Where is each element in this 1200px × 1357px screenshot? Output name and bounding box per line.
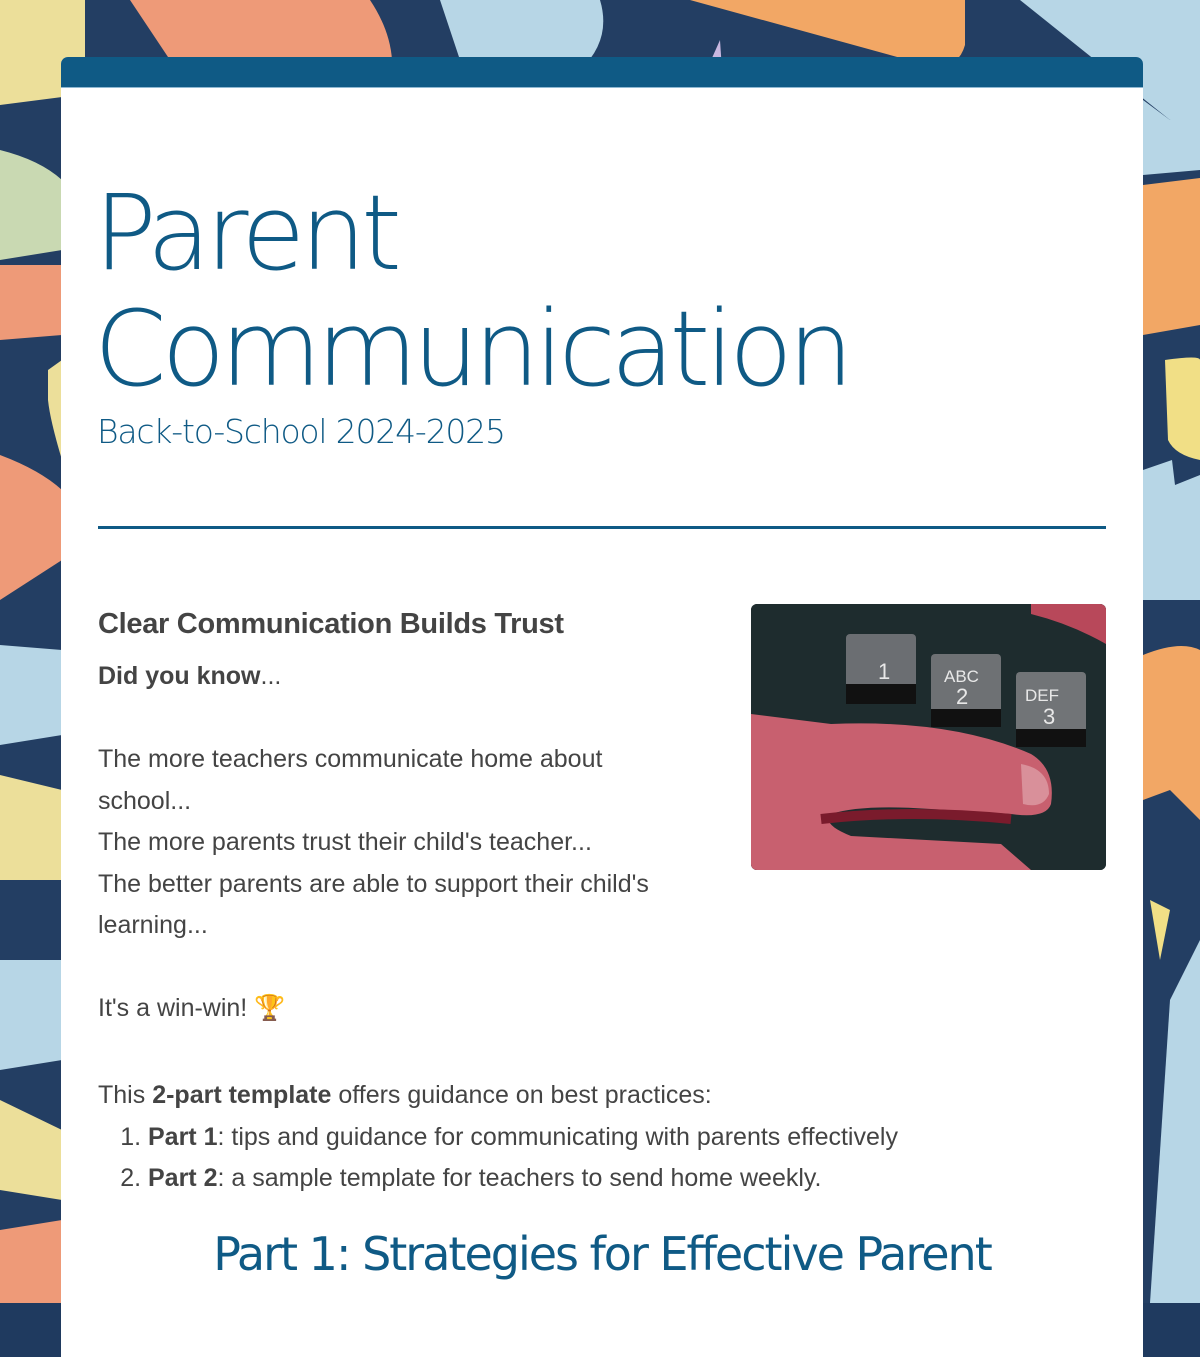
intro-section: [98, 602, 738, 1030]
title-line-1: Parent: [94, 172, 397, 294]
key-1: [846, 634, 916, 704]
part-1-label: Part 1: [148, 1122, 218, 1151]
keypad-illustration: [751, 604, 1106, 870]
template-suffix: offers guidance on best practices:: [331, 1081, 712, 1109]
did-you-know-ellipsis: ...: [260, 662, 282, 690]
section-divider: [98, 526, 1106, 529]
intro-line-2: The more parents trust their child's teacher...: [98, 828, 592, 856]
did-you-know: [98, 656, 738, 698]
svg-text:1: 1: [878, 659, 891, 684]
template-bold: 2-part template: [152, 1081, 332, 1109]
template-intro: [98, 1075, 1098, 1117]
parts-list: [98, 1117, 1098, 1200]
template-prefix: This: [98, 1081, 153, 1109]
intro-line-1: The more teachers communicate home about school...: [98, 745, 603, 815]
page-subtitle: Back-to-School 2024-2025: [97, 412, 505, 451]
template-description: [98, 1075, 1098, 1200]
part-1-heading: Part 1: Strategies for Effective Parent: [213, 1227, 991, 1281]
part-1-text: : tips and guidance for communicating with parents effectively: [217, 1122, 898, 1151]
key-2: [931, 654, 1001, 727]
list-item-part-2: [148, 1158, 1098, 1200]
svg-text:3: 3: [1043, 704, 1056, 729]
win-text: It's a win-win!: [98, 994, 255, 1022]
did-you-know-bold: Did you know: [98, 662, 261, 690]
title-line-2: Communication: [94, 288, 849, 410]
intro-heading: Clear Communication Builds Trust: [98, 608, 564, 640]
win-win-text: [98, 988, 738, 1030]
svg-text:2: 2: [956, 684, 969, 709]
card-header-bar: [61, 57, 1143, 88]
page-title: [94, 172, 849, 410]
key-3: [1016, 672, 1086, 747]
newsletter-card: [61, 57, 1143, 1357]
trophy-icon: 🏆: [254, 994, 286, 1022]
part-2-label: Part 2: [148, 1164, 218, 1192]
svg-text:DEF: DEF: [1025, 686, 1059, 705]
part-2-text: : a sample template for teachers to send home weekly.: [217, 1164, 822, 1192]
list-item-part-1: [148, 1117, 1098, 1159]
phone-keypad-image: [751, 604, 1106, 870]
intro-line-3: The better parents are able to support their child's learning...: [98, 869, 649, 939]
svg-text:ABC: ABC: [944, 667, 979, 686]
